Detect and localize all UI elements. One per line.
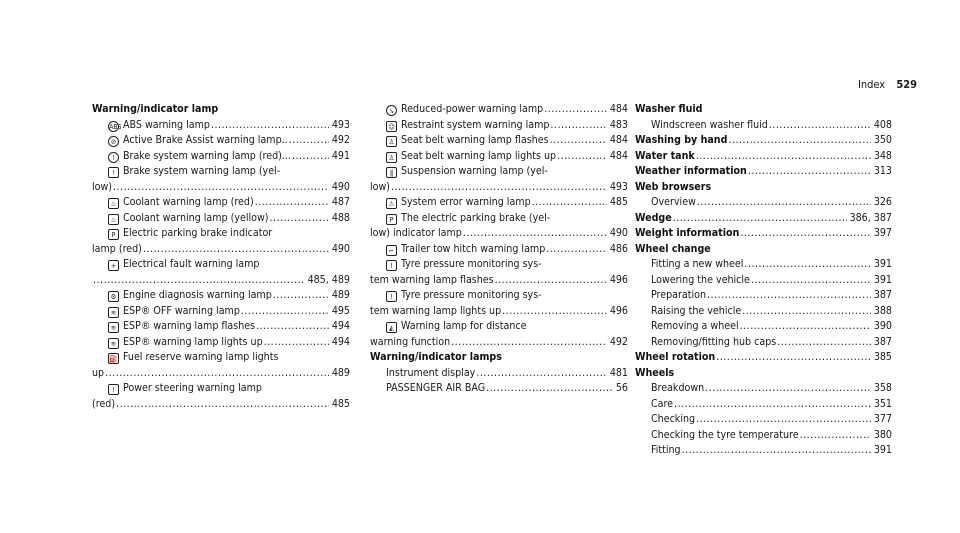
index-heading: Warning/indicator lamp [92,103,219,115]
entry-text: low) indicator lamp [370,227,462,239]
index-entry [635,164,892,180]
coolant-icon: ♨ [108,214,119,225]
index-entry [370,226,628,242]
index-entry [635,428,892,444]
entry-pages: 385 [873,351,892,363]
entry-pages: 391 [873,444,892,456]
battery-icon: + [108,260,119,271]
entry-text: Raising the vehicle [651,304,742,317]
entry-pages: 391 [873,273,892,286]
entry-text: ♙ Seat belt warning lamp flashes [386,133,549,149]
entry-text: The electric parking brake (yel- [401,211,551,224]
entry-pages: 56 [615,382,628,394]
brake-system-icon: ! [108,152,119,163]
entry-text: ≋ ESP® OFF warning lamp [108,304,240,320]
index-entry [92,397,350,413]
index-entry [92,273,350,289]
entry-text: Warning lamp for distance [401,320,527,332]
index-entry [635,443,892,459]
entry-list [635,102,892,459]
entry-text: Windscreen washer fluid [651,118,768,131]
entry-pages: 386, 387 [849,211,892,224]
index-heading: Warning/indicator lamps [370,351,502,363]
leader-dots [532,195,607,211]
entry-pages: 391 [873,258,892,270]
index-entry [370,319,628,335]
entry-pages: 326 [873,196,892,208]
entry-text: Care [651,397,674,410]
entry-text: ⌐ Trailer tow hitch warning lamp [386,242,545,258]
entry-text: ABSABS warning lamp [109,118,210,131]
entry-text: ⚙ Engine diagnosis warning lamp [108,288,272,304]
leader-dots [463,226,607,242]
leader-dots [289,133,329,149]
entry-text: PASSENGER AIR BAG [386,382,486,394]
fuel-icon: ⛽ [109,355,118,363]
leader-dots [93,273,305,289]
entry-pages: 492 [331,134,350,146]
leader-dots [705,381,871,397]
index-entry [635,319,892,335]
index-entry [92,149,350,165]
leader-dots [697,195,871,211]
leader-dots [777,335,871,351]
index-entry [635,381,892,397]
brake-assist-off-icon: ⊘ [108,136,119,147]
index-entry [92,226,350,242]
index-entry [92,335,350,351]
index-entry [635,350,892,366]
entry-text: Weather information [635,165,747,177]
index-entry [635,412,892,428]
entry-list [370,102,628,350]
index-entry [370,381,628,397]
entry-text: Power steering warning lamp [123,382,262,394]
entry-text: Tyre pressure monitoring sys- [401,289,542,301]
coolant-icon: ♨ [108,198,119,209]
entry-pages: 351 [873,397,892,410]
index-entry [635,257,892,273]
entry-pages: 486 [609,242,628,255]
index-entry [92,304,350,320]
index-entry [635,211,892,227]
index-column-2 [370,102,628,397]
index-entry [92,319,350,335]
index-entry [92,133,350,149]
leader-dots [742,304,871,320]
engine-icon: ⚙ [108,291,119,302]
entry-text: tem warning lamp lights up [370,304,502,317]
entry-text: Tyre pressure monitoring sys- [401,258,542,270]
entry-text: Suspension warning lamp (yel- [401,165,548,177]
index-entry [92,164,350,180]
entry-text: ! Brake system warning lamp (red)... [108,149,291,165]
index-entry [635,397,892,413]
index-entry [370,149,628,165]
entry-text: Preparation [651,289,707,301]
entry-text: Breakdown [651,382,705,394]
index-entry [635,195,892,211]
entry-text: Wedge [635,211,672,224]
page-header [858,78,917,91]
entry-list [370,366,628,397]
leader-dots [241,304,329,320]
entry-text: up [92,366,105,379]
leader-dots [751,273,871,289]
index-heading: Washer fluid [635,103,703,115]
entry-text: Fitting a new wheel [651,258,744,270]
entry-text: ≋ ESP® warning lamp lights up [108,335,263,351]
entry-text: Removing a wheel [651,320,739,332]
entry-pages: 494 [331,320,350,332]
leader-dots [550,133,607,149]
index-entry [370,118,628,134]
leader-dots [143,242,329,258]
leader-dots [391,180,607,196]
brake-system-icon: ! [108,167,119,178]
index-column-3 [635,102,892,459]
index-entry [370,195,628,211]
entry-pages: 487 [331,196,350,208]
entry-text: ⚠ System error warning lamp [386,195,531,211]
entry-pages: 488 [331,211,350,224]
entry-pages: 485 [609,196,628,208]
leader-dots [270,211,329,227]
suspension-icon: ǁ [386,167,397,178]
reduced-power-icon: ↘ [386,105,397,116]
entry-text: low) [92,180,112,193]
entry-text: Washing by hand [635,134,728,146]
index-entry [92,288,350,304]
index-entry [92,257,350,273]
index-entry [370,211,628,227]
index-heading: Wheels [635,366,675,379]
seat-belt-icon: ♙ [386,152,397,163]
entry-pages: 348 [873,149,892,162]
leader-dots [696,149,871,165]
entry-pages: 390 [873,320,892,332]
leader-dots [716,350,871,366]
index-entry [92,242,350,258]
parking-brake-icon: P [108,229,119,240]
index-heading: Wheel change [635,242,711,255]
entry-pages: 388 [873,304,892,317]
index-entry [635,226,892,242]
entry-pages: 377 [873,413,892,425]
entry-pages: 489 [331,289,350,301]
entry-pages: 493 [331,118,350,131]
entry-text: Brake system warning lamp (yel- [123,165,281,177]
entry-pages: 380 [873,428,892,441]
entry-pages: 484 [609,149,628,162]
entry-text: Wheel rotation [635,351,716,363]
leader-dots [740,226,870,242]
entry-pages: 491 [331,149,350,162]
entry-text: Checking [651,413,696,425]
index-entry [370,335,628,351]
entry-text: Checking the tyre temperature [651,428,799,441]
leader-dots [476,366,607,382]
leader-dots [696,412,871,428]
entry-pages: 494 [331,335,350,348]
leader-dots [113,180,329,196]
entry-pages: 358 [873,382,892,394]
entry-text: Water tank [635,149,695,162]
entry-pages: 495 [331,304,350,317]
entry-text: ♙ Seat belt warning lamp lights up [386,149,556,165]
esp-off-icon: ≋ [108,307,119,318]
leader-dots [486,381,613,397]
index-column-1 [92,102,350,412]
parking-brake-icon: P [386,214,397,225]
leader-dots [550,118,606,134]
entry-pages: 485 [331,397,350,410]
entry-pages: 313 [873,165,892,177]
entry-text: ↘ Reduced-power warning lamp [386,102,543,118]
leader-dots [105,366,329,382]
esp-icon: ≋ [108,322,119,333]
index-entry [370,366,628,382]
entry-pages: 489 [331,366,350,379]
leader-dots [674,397,871,413]
leader-dots [744,257,870,273]
index-entry [635,149,892,165]
index-entry [635,133,892,149]
entry-pages: 484 [609,103,628,115]
index-entry [92,350,350,366]
index-entry [370,288,628,304]
entry-text: ⊘ Active Brake Assist warning lamp.. [108,133,288,149]
entry-text: Instrument display [386,366,476,379]
entry-pages: 408 [873,118,892,131]
index-label: Index [857,78,886,91]
leader-dots [292,149,329,165]
tyre-pressure-icon: ! [386,291,397,302]
entry-text: ≋ ESP® warning lamp flashes [108,319,255,335]
leader-dots [728,133,870,149]
index-entry [370,304,628,320]
leader-dots [264,335,329,351]
index-entry [370,242,628,258]
entry-text: low) [370,180,390,193]
leader-dots [748,164,871,180]
trailer-hitch-icon: ⌐ [386,245,397,256]
index-entry [92,195,350,211]
entry-text: (red) [92,397,116,410]
entry-pages: 481 [609,366,628,379]
index-heading: Web browsers [635,180,712,193]
entry-pages: 485, 489 [307,273,350,286]
entry-pages: 492 [609,335,628,348]
leader-dots [502,304,607,320]
leader-dots [707,288,871,304]
entry-pages: 496 [609,273,628,286]
entry-text: Fuel reserve warning lamp lights [123,351,279,363]
entry-pages: 484 [609,134,628,146]
leader-dots [273,288,329,304]
leader-dots [255,195,329,211]
entry-text: ♨ Coolant warning lamp (yellow) [108,211,269,227]
leader-dots [800,428,871,444]
leader-dots [682,443,871,459]
entry-text: Electric parking brake indicator [123,227,273,239]
leader-dots [451,335,607,351]
entry-text: Fitting [651,444,681,456]
esp-icon: ≋ [108,338,119,349]
abs-icon: ABS [109,122,122,131]
entry-text: Weight information [635,227,740,239]
index-entry [635,288,892,304]
restraint-icon: ☺ [386,121,397,132]
index-entry [92,381,350,397]
index-entry [635,335,892,351]
index-entry [370,180,628,196]
index-entry [635,273,892,289]
entry-pages: 490 [609,227,628,239]
entry-pages: 350 [873,134,892,146]
index-entry [370,164,628,180]
leader-dots [544,102,607,118]
entry-text: tem warning lamp flashes [370,273,494,286]
index-entry [635,304,892,320]
index-entry [92,118,350,134]
index-entry [370,133,628,149]
entry-pages: 387 [873,335,892,348]
system-error-icon: ⚠ [386,198,397,209]
index-entry [92,366,350,382]
seat-belt-icon: ♙ [386,136,397,147]
leader-dots [211,118,329,134]
index-entry [370,273,628,289]
entry-pages: 397 [873,227,892,239]
entry-text: Removing/fitting hub caps [651,335,777,348]
entry-pages: 490 [331,242,350,255]
leader-dots [116,397,329,413]
leader-dots [769,118,871,134]
leader-dots [546,242,607,258]
index-entry [92,180,350,196]
index-entry [635,118,892,134]
leader-dots [495,273,607,289]
page-number: 529 [896,78,917,91]
entry-text: ♨ Coolant warning lamp (red) [108,195,254,211]
entry-pages: 496 [609,304,628,317]
entry-pages: 493 [609,180,628,193]
entry-pages: 387 [873,289,892,301]
distance-warning-icon: ◭ [386,322,397,333]
leader-dots [740,319,871,335]
entry-pages: 483 [609,118,628,131]
index-entry [370,102,628,118]
entry-pages: 490 [331,180,350,193]
leader-dots [256,319,329,335]
leader-dots [557,149,607,165]
index-entry [370,257,628,273]
entry-text: Overview [651,196,696,208]
entry-text: warning function [370,335,451,348]
index-entry [92,211,350,227]
power-steering-icon: ! [108,384,119,395]
entry-text: Lowering the vehicle [651,273,750,286]
leader-dots [673,211,847,227]
entry-text: ☺ Restraint system warning lamp [386,118,549,134]
entry-text: Electrical fault warning lamp [123,258,260,270]
entry-text: lamp (red) [92,242,142,255]
entry-list [92,118,350,413]
tyre-pressure-icon: ! [386,260,397,271]
